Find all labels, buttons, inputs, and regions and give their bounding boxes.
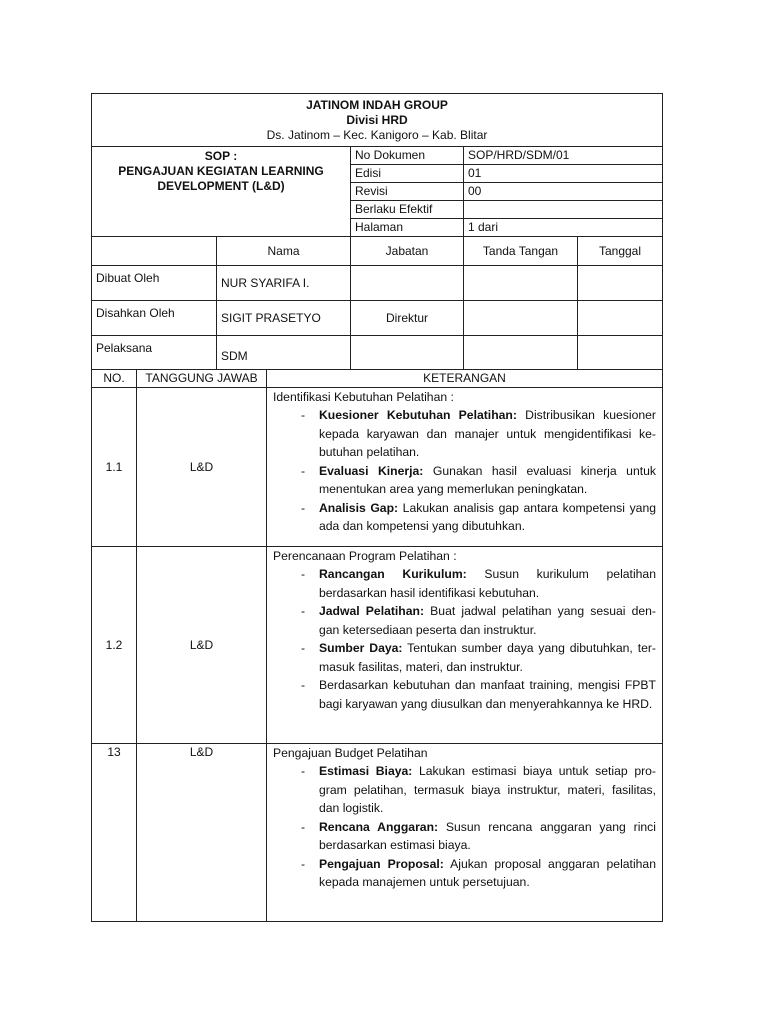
step-responsibility: L&D [137, 547, 267, 744]
meta-key: Berlaku Efektif [351, 201, 464, 219]
list-item: - Analisis Gap: Lakukan analisis gap antara kompetensi yang ada dan kompetensi yang dibutuhkan. [319, 499, 656, 536]
steps-header-description: KETERANGAN [267, 370, 663, 388]
step-number: 1.2 [92, 547, 137, 744]
step-description [267, 744, 663, 922]
sign-header-signature: Tanda Tangan [464, 237, 578, 266]
list-item: - Kuesioner Kebutuhan Pelatihan: Distribusikan kuesioner kepada karyawan dan manajer untuk mengidentifikasi ke-butuhan pelatihan. [319, 406, 656, 462]
steps-header-responsibility: TANGGUNG JAWAB [137, 370, 267, 388]
document-header-table [91, 93, 663, 370]
step-number: 1.1 [92, 388, 137, 547]
meta-key: Edisi [351, 165, 464, 183]
list-item: - Evaluasi Kinerja: Gunakan hasil evaluasi kinerja untuk menentukan area yang memerlukan peningkatan. [319, 462, 656, 499]
step-items [273, 565, 656, 713]
sop-label: SOP : [204, 149, 238, 163]
table-row [92, 547, 663, 744]
meta-key: No Dokumen [351, 147, 464, 165]
meta-value: SOP/HRD/SDM/01 [464, 147, 663, 165]
list-item: - Jadwal Pelatihan: Buat jadwal pelatihan yang sesuai den-gan ketersediaan peserta dan instruktur. [319, 602, 656, 639]
steps-header-no: NO. [92, 370, 137, 388]
step-items [273, 762, 656, 892]
procedure-table [91, 369, 663, 922]
meta-key: Halaman [351, 219, 464, 237]
sign-position: Direktur [351, 301, 464, 336]
step-items [273, 406, 656, 536]
company-header [92, 94, 663, 147]
sign-role: Disahkan Oleh [92, 301, 217, 336]
step-description [267, 388, 663, 547]
sign-role: Dibuat Oleh [92, 266, 217, 301]
step-responsibility: L&D [137, 744, 267, 922]
sign-signature [464, 336, 578, 370]
meta-value: 1 dari [464, 219, 663, 237]
sign-role: Pelaksana [92, 336, 217, 370]
step-description [267, 547, 663, 744]
sign-name: SDM [217, 336, 351, 370]
step-title: Identifikasi Kebutuhan Pelatihan : [273, 390, 454, 404]
step-number: 13 [92, 744, 137, 922]
table-row [92, 744, 663, 922]
meta-value [464, 201, 663, 219]
sign-signature [464, 266, 578, 301]
sign-position [351, 336, 464, 370]
list-item: - Pengajuan Proposal: Ajukan proposal anggaran pelatihan kepada manajemen untuk persetujuan. [319, 855, 656, 892]
sign-name: SIGIT PRASETYO [217, 301, 351, 336]
step-title: Pengajuan Budget Pelatihan [273, 746, 428, 760]
list-item: - Rencana Anggaran: Susun rencana anggaran yang rinci berdasarkan estimasi biaya. [319, 818, 656, 855]
sop-title-line1: PENGAJUAN KEGIATAN LEARNING [118, 164, 324, 178]
list-item: - Sumber Daya: Tentukan sumber daya yang dibutuhkan, ter-masuk fasilitas, materi, dan instruktur. [319, 639, 656, 676]
step-title: Perencanaan Program Pelatihan : [273, 549, 457, 563]
division-name: Divisi HRD [346, 112, 408, 127]
sign-header-empty [92, 237, 217, 266]
meta-value: 01 [464, 165, 663, 183]
sign-signature [464, 301, 578, 336]
sign-date [578, 301, 663, 336]
sign-date [578, 336, 663, 370]
sop-title-cell [92, 147, 351, 237]
sign-date [578, 266, 663, 301]
list-item: - Rancangan Kurikulum: Susun kurikulum pelatihan berdasarkan hasil identifikasi kebutuhan. [319, 565, 656, 602]
list-item: - Estimasi Biaya: Lakukan estimasi biaya untuk setiap pro-gram pelatihan, termasuk biaya instruktur, materi, fasilitas, dan logistik. [319, 762, 656, 818]
sign-position [351, 266, 464, 301]
meta-key: Revisi [351, 183, 464, 201]
sign-header-position: Jabatan [351, 237, 464, 266]
sign-header-date: Tanggal [578, 237, 663, 266]
company-address: Ds. Jatinom – Kec. Kanigoro – Kab. Blitar [266, 127, 488, 142]
table-row [92, 388, 663, 547]
step-responsibility: L&D [137, 388, 267, 547]
list-item: - Berdasarkan kebutuhan dan manfaat training, mengisi FPBT bagi karyawan yang diusulkan dan menyerahkannya ke HRD. [319, 676, 656, 713]
sop-title-line2: DEVELOPMENT (L&D) [157, 179, 285, 193]
sign-name: NUR SYARIFA I. [217, 266, 351, 301]
company-name: JATINOM INDAH GROUP [306, 97, 448, 112]
sign-header-name: Nama [217, 237, 351, 266]
meta-value: 00 [464, 183, 663, 201]
